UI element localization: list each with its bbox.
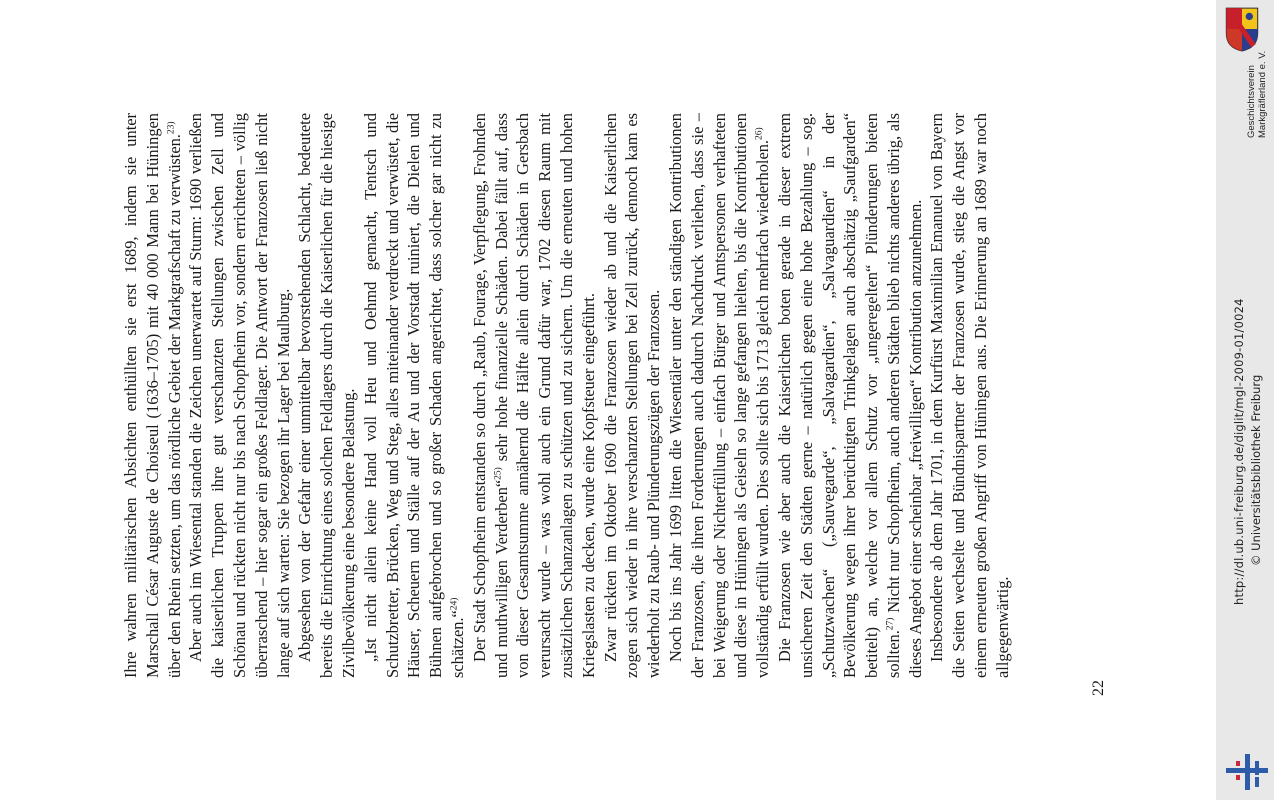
paragraph-text: Aber auch im Wiesental standen die Zeichen unerwartet auf Sturm: 1690 verließen die kaiserlichen Truppen ihre gut verschanzten Stellungen zwischen Zell und Schönau und rückten nicht nur bis nach Schopfheim vor, sondern errichteten – völlig überraschend – hier sogar ein großes Feldlager. Die Antwort der Franzosen ließ nicht lange auf sich warten: Sie bezogen ihr Lager bei Maulburg.	[186, 113, 293, 678]
society-name-line1: Geschichtsverein	[1246, 65, 1257, 138]
paragraph-text: Insbesondere ab dem Jahr 1701, in dem Kurfürst Maximilian Emanuel von Bayern die Seiten wechselte und Bündnispartner der Franzosen wurde, stieg die Angst vor einem erneuten großen Angriff von Hüningen aus. Die Erinnerung an 1689 war noch allgegenwärtig.	[927, 113, 1012, 678]
viewer-sidebar	[1216, 0, 1274, 800]
paragraph	[665, 113, 774, 678]
footnote-marker[interactable]: 26)	[754, 127, 765, 140]
paragraph	[294, 113, 359, 678]
footnote-marker[interactable]: 24)	[449, 597, 460, 611]
paragraph-text: Der Stadt Schopfheim entstanden so durch „Raub, Fourage, Verpflegung, Frohnden und muthwilligen Verderben“	[469, 113, 511, 678]
paragraph	[469, 113, 600, 678]
society-name-line2: Markgräflerland e. V.	[1257, 50, 1268, 138]
ub-freiburg-logo-icon	[1226, 752, 1268, 792]
paragraph	[774, 113, 927, 678]
copyright-notice: © Universitätsbibliothek Freiburg	[1249, 374, 1263, 566]
paragraph	[360, 113, 469, 678]
footnote-marker[interactable]: 27)	[885, 617, 896, 631]
article-text	[120, 113, 1014, 678]
paragraph	[600, 113, 665, 678]
paragraph-text: Ihre wahren militärischen Absichten enthüllten sie erst 1689, indem sie unter Marschall César Auguste de Choiseul (1636–1705) mit 40 000 Mann bei Hüningen über den Rhein setzten, um das nördliche Gebiet der Markgrafschaft zu verwüsten.	[121, 113, 184, 678]
footnote-marker[interactable]: 25)	[493, 467, 504, 480]
paragraph	[926, 113, 1013, 678]
paragraph-text: „Ist nicht allein keine Hand voll Heu und Oehmd gemacht, Tentsch und Schutzbretter, Brücken, Weg und Steg, alles miteinander verdreckt und verwüstet, die Häuser, Scheuern und Ställe auf der Au und der Vorstadt ruiniert, die Dielen und Bühnen aufgebrochen und so großer Schaden angerichtet, dass solcher gar nicht zu schätzen.“	[360, 113, 467, 678]
paragraph-text: Abgesehen von der Gefahr einer unmittelbar bevorstehenden Schlacht, bedeutete bereits die Einrichtung eines solchen Feldlagers durch die Kaiserlichen für die hiesige Zivilbevölkerung eine besondere Belastung.	[295, 113, 358, 678]
sidebar-rotated-content	[1216, 0, 1274, 800]
society-name	[1246, 12, 1268, 138]
paragraph-text-continued: Nicht nur Schopfheim, auch anderen Städten blieb nichts anderes übrig, als dieses Angebot einer scheinbar „freiwilligen“ Kontribution anzunehmen.	[883, 113, 925, 678]
footnote-marker[interactable]: 23)	[166, 121, 177, 135]
paragraph-text: Die Franzosen wie aber auch die Kaiserlichen boten gerade in dieser extrem unsicheren Zeit den Städten gerne – natürlich gegen eine hohe Bezahlung – sog. „Schutzwachen“ („Sauvegarde“, „Salvagardien“, „Salvaguardien“ in der Bevölkerung wegen ihrer berüchtigten Trinkgelagen auch abschätzig „Saufgarden“ betitelt) an, welche vor allem Schutz vor „ungeregelten“ Plünderungen bieten sollten.	[774, 113, 903, 678]
paragraph	[120, 113, 185, 678]
paragraph-text: Zwar rückten im Oktober 1690 die Franzosen wieder ab und die Kaiserlichen zogen sich wieder in ihre verschanzten Stellungen bei Zell zurück, dennoch kam es wiederholt zu Raub- und Plünderungszügen der Franzosen.	[600, 113, 664, 678]
source-url-link[interactable]: http://dl.ub.uni-freiburg.de/diglit/mgl-2009-01/0024	[1232, 298, 1246, 605]
paragraph-text-continued: sehr hohe finanzielle Schäden. Dabei fällt auf, dass von dieser Gesamtsumme annähernd die Hälfte allein durch Schäden in Gersbach verursacht wurde – was wohl auch ein Grund dafür war, 1702 diesen Raum mit zusätzlichen Schanzanlagen zu schützen und zu sichern. Um die erneuten und hohen Kriegslasten zu decken, wurde eine Kopfsteuer eingeführt.	[491, 113, 598, 678]
paragraph	[185, 113, 294, 678]
paragraph-text: Noch bis ins Jahr 1699 litten die Wiesentäler unter den ständigen Kontributionen der Franzosen, die ihren Forderungen auch dadurch Nachdruck verliehen, dass sie – bei Weigerung oder Nichterfüllung – einfach Bürger und Amtspersonen verhafteten und diese in Hüningen als Geiseln so lange gefangen hielten, bis die Kontributionen vollständig erfüllt wurden. Dies sollte sich bis 1713 gleich mehrfach wiederholen.	[665, 113, 773, 678]
page-number: 22	[1090, 680, 1107, 696]
